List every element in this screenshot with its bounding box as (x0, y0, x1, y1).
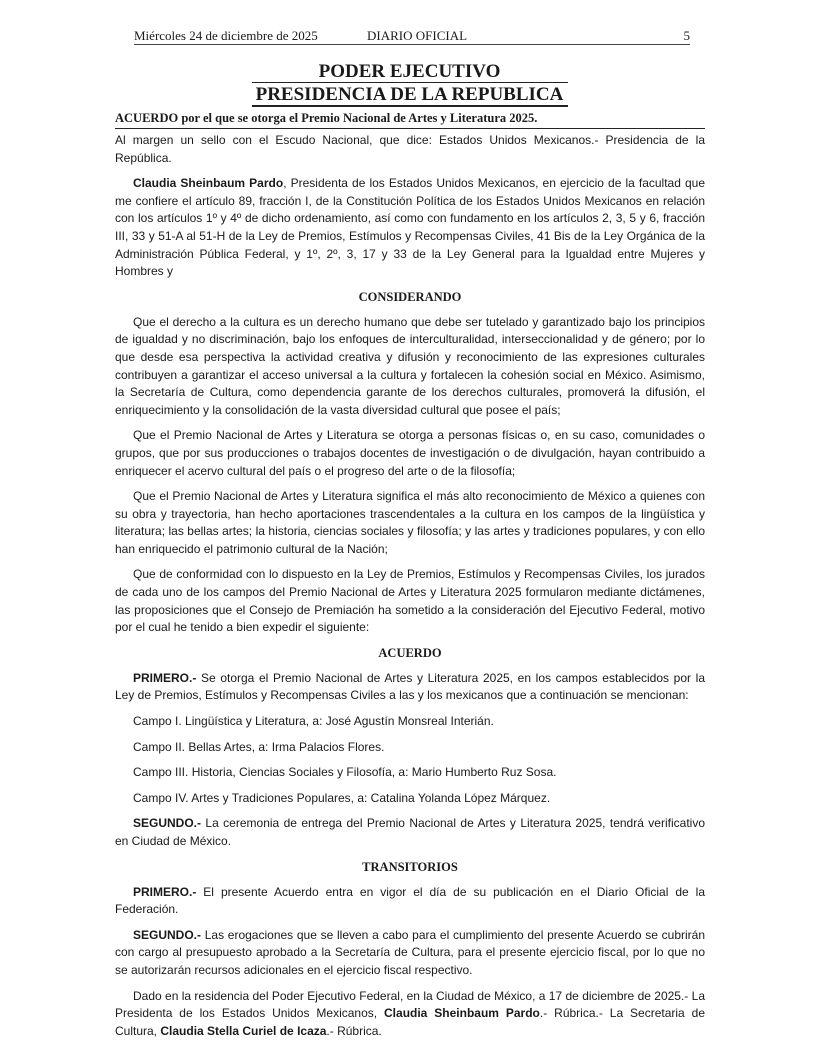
considerando-heading: CONSIDERANDO (358, 289, 462, 304)
closing-text: .- Rúbrica.- La Secretaria de Cultura, (115, 1006, 706, 1038)
president-signature: Claudia Sheinbaum Pardo (384, 1006, 540, 1021)
campo-item: Campo II. Bellas Artes, a: Irma Palacios Flores. (133, 739, 385, 754)
considerando-paragraph: Que de conformidad con lo dispuesto en la Ley de Premios, Estímulos y Recompensas Civiles, los jurados de cada uno de los campos del Premio Nacional de Artes y Literatura 2025 formularon mediante dictámenes, las proposiciones que el Consejo de Premiación ha sometido a la consideración del Ejecutivo Federal, motivo por el cual he tenido a bien expedir el siguiente: (115, 567, 705, 635)
intro-paragraph: Al margen un sello con el Escudo Nacional, que dice: Estados Unidos Mexicanos.- Presidencia de la República. (115, 133, 705, 165)
running-header (134, 28, 690, 44)
department-rule (252, 105, 568, 107)
article-text: Las erogaciones que se lleven a cabo para el cumplimiento del presente Acuerdo se cubrirán con cargo al presupuesto aprobado a la Secretaría de Cultura, para el presente ejercicio fiscal, por lo que no se autorizarán recursos adicionales en el ejercicio fiscal respectivo. (115, 927, 705, 977)
document-title: ACUERDO por el que se otorga el Premio Nacional de Artes y Literatura 2025. (115, 111, 538, 125)
campo-item: Campo III. Historia, Ciencias Sociales y Filosofía, a: Mario Humberto Ruz Sosa. (133, 765, 557, 780)
header-rule (134, 44, 690, 45)
transitorios-heading: TRANSITORIOS (362, 859, 458, 874)
article-text: La ceremonia de entrega del Premio Nacional de Artes y Literatura 2025, tendrá verificativo en Ciudad de México. (115, 816, 705, 848)
campo-item: Campo IV. Artes y Tradiciones Populares, a: Catalina Yolanda López Márquez. (133, 790, 551, 805)
closing-text: Dado en la residencia del Poder Ejecutivo Federal, en la Ciudad de México, a 17 de diciembre de 2025.- La Presidenta de los Estados Unidos Mexicanos, (115, 988, 705, 1021)
article-text: El presente Acuerdo entra en vigor el día de su publicación en el Diario Oficial de la Federación. (115, 884, 705, 917)
article-label: SEGUNDO.- (133, 927, 202, 942)
title-rule (115, 128, 705, 129)
considerando-paragraph: Que el derecho a la cultura es un derecho humano que debe ser tutelado y garantizado bajo los principios de igualdad y no discriminación, bajo los enfoques de interculturalidad, interseccionalidad y de género; por lo que desde esa perspectiva la actividad creativa y difusión y reconocimiento de las expresiones culturales contribuyen a garantizar el acceso universal a la cultura y fortalecen la cohesión social en México. Asimismo, la Secretaría de Cultura, como dependencia garante de los derechos culturales, promoverá la difusión, el enriquecimiento y la consolidación de la vasta diversidad cultural que posee el país; (115, 314, 705, 417)
transitorio-segundo (115, 927, 705, 980)
secretary-signature: Claudia Stella Curiel de Icaza (160, 1023, 327, 1038)
campo-item: Campo I. Lingüística y Literatura, a: José Agustín Monsreal Interián. (133, 714, 494, 729)
document-body (115, 132, 705, 1048)
article-label: SEGUNDO.- (133, 816, 202, 831)
header-page-number: 5 (683, 28, 690, 43)
president-name: Claudia Sheinbaum Pardo (133, 176, 284, 191)
acuerdo-heading: ACUERDO (378, 645, 442, 660)
considerando-paragraph: Que el Premio Nacional de Artes y Literatura significa el más alto reconocimiento de México a quienes con su obra y trayectoria, han hecho aportaciones trascendentales a la cultura en los campos de la lingüística y literatura; las bellas artes; la historia, ciencias sociales y filosofía; y las artes y tradiciones populares, y con ello han enriquecido el patrimonio cultural de la Nación; (115, 489, 705, 556)
branch-rule (252, 82, 568, 83)
department-heading: PRESIDENCIA DE LA REPUBLICA (255, 84, 564, 105)
branch-heading: PODER EJECUTIVO (318, 61, 501, 82)
closing-text: .- Rúbrica. (326, 1023, 382, 1038)
article-label: PRIMERO.- (133, 670, 197, 685)
closing-paragraph (115, 988, 705, 1041)
preamble-paragraph (115, 175, 705, 281)
transitorio-primero (115, 884, 705, 919)
article-text: Se otorga el Premio Nacional de Artes y Literatura 2025, en los campos establecidos por la Ley de Premios, Estímulos y Recompensas Civiles a las y los mexicanos que a continuación se mencionan: (115, 670, 705, 703)
header-publication: DIARIO OFICIAL (367, 28, 468, 43)
acuerdo-segundo (115, 815, 705, 850)
header-date: Miércoles 24 de diciembre de 2025 (134, 28, 318, 43)
acuerdo-primero (115, 670, 705, 705)
preamble-text: , Presidenta de los Estados Unidos Mexicanos, en ejercicio de la facultad que me confiere el artículo 89, fracción I, de la Constitución Política de los Estados Unidos Mexicanos en relación con los artículos 1º y 4º de dicho ordenamiento, así como con fundamento en los artículos 2, 3, 5 y 6, fracción III, 33 y 51-A al 51-H de la Ley de Premios, Estímulos y Recompensas Civiles, 41 Bis de la Ley Orgánica de la Administración Pública Federal, y 1º, 2º, 3, 17 y 33 de la Ley General para la Igualdad entre Mujeres y Hombres y (115, 176, 705, 279)
article-label: PRIMERO.- (133, 884, 197, 899)
considerando-paragraph: Que el Premio Nacional de Artes y Literatura se otorga a personas físicas o, en su caso, comunidades o grupos, que por sus producciones o trabajos docentes de investigación o de divulgación, hayan contribuido a enriquecer el acervo cultural del país o el progreso del arte o de la filosofía; (115, 428, 705, 478)
